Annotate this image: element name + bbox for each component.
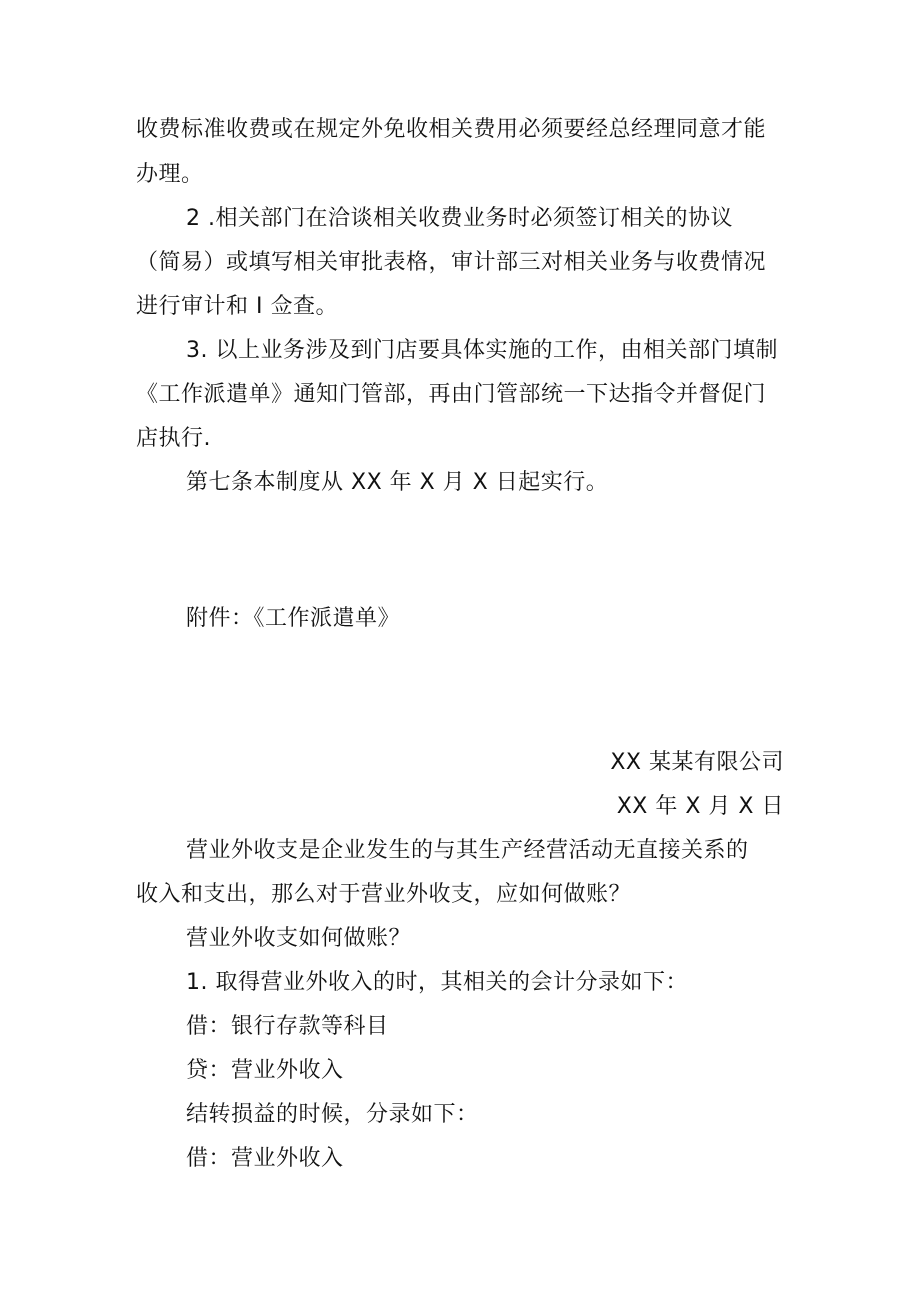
text-line: 进行审计和 I 佥查。 [136, 294, 338, 319]
text-line: 1. 取得营业外收入的时，其相关的会计分录如下： [186, 970, 688, 995]
signature-date: XX 年 X 月 X 日 [616, 794, 784, 819]
text-line: 贷：营业外收入 [186, 1058, 344, 1083]
text-line: 第七条本制度从 XX 年 X 月 X 日起实行。 [186, 470, 609, 495]
text-line: 借：营业外收入 [186, 1146, 344, 1171]
text-line: 收入和支出，那么对于营业外收支，应如何做账？ [136, 882, 632, 907]
text-line: 办理。 [136, 162, 204, 187]
text-line: 收费标准收费或在规定外免收相关费用必须要经总经理同意才能 [136, 117, 767, 142]
text-line: 《工作派遣单》通知门管部，再由门管部统一下达指令并督促门 [136, 382, 767, 407]
text-line: 结转损益的时候，分录如下： [186, 1102, 479, 1127]
attachment-line: 附件：《工作派遣单》 [186, 606, 401, 631]
text-line: （简易）或填写相关审批表格，审计部三对相关业务与收费情况 [136, 250, 767, 275]
text-line: 营业外收支是企业发生的与其生产经营活动无直接关系的 [186, 838, 749, 863]
text-line: 3. 以上业务涉及到门店要具体实施的工作，由相关部门填制 [186, 338, 778, 363]
text-line: 店执行. [136, 426, 211, 451]
company-signature: XX 某某有限公司 [610, 750, 784, 775]
text-line: 借：银行存款等科目 [186, 1014, 389, 1039]
text-line: 营业外收支如何做账？ [186, 926, 412, 951]
text-line: 2 .相关部门在洽谈相关收费业务时必须签订相关的协议 [186, 206, 733, 231]
